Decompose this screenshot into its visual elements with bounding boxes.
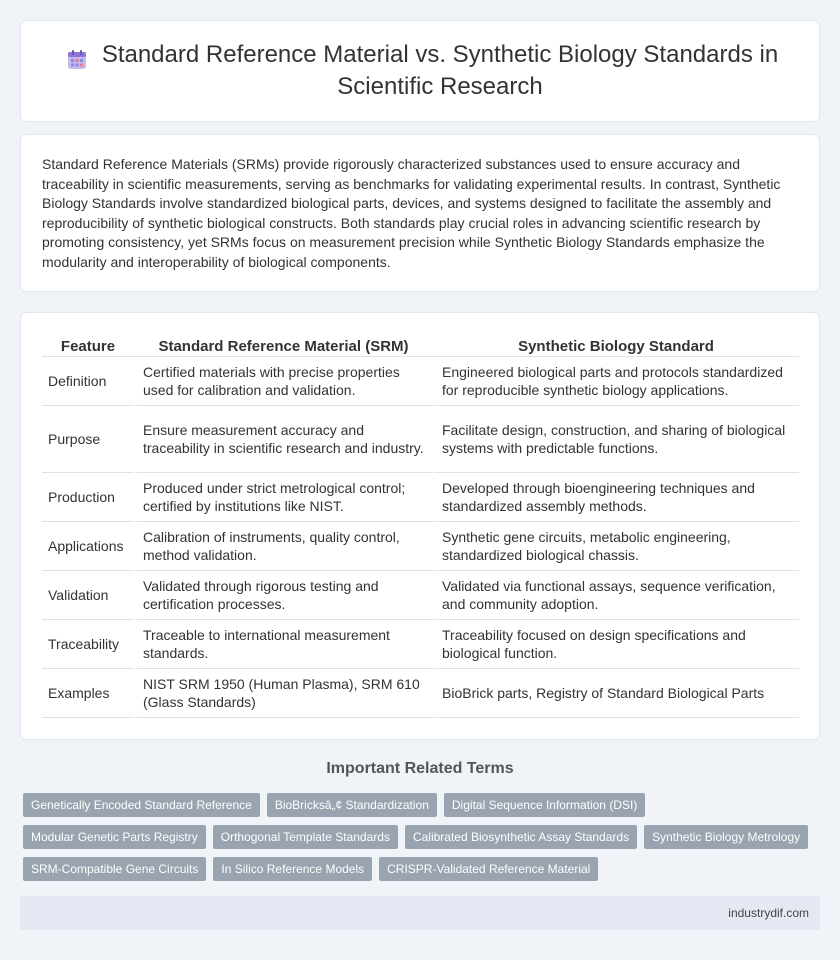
table-row	[42, 406, 799, 473]
intro-paragraph: Standard Reference Materials (SRMs) provide rigorously characterized substances used to ensure accuracy and traceability in scientific measurements, serving as benchmarks for validating experimental results. In contrast, Synthetic Biology Standards involve standardized biological parts, devices, and systems designed to facilitate the assembly and reproducibility of synthetic biological constructs. Both standards play crucial roles in advancing scientific research by promoting consistency, yet SRMs focus on measurement precision while Synthetic Biology Standards emphasize the modularity and interoperability of biological components.	[42, 156, 781, 270]
related-terms-title: Important Related Terms	[326, 760, 514, 777]
footer	[20, 896, 820, 930]
header-feature: Feature	[42, 333, 134, 357]
srm-cell: Produced under strict metrological control; certified by institutions like NIST.	[134, 473, 433, 522]
feature-cell: Production	[42, 473, 134, 522]
synbio-cell: Engineered biological parts and protocols standardized for reproducible synthetic biology applications.	[433, 357, 799, 406]
srm-cell: Traceable to international measurement standards.	[134, 620, 433, 669]
synbio-cell: Validated via functional assays, sequence verification, and community adoption.	[433, 571, 799, 620]
related-term-tag[interactable]: Genetically Encoded Standard Reference	[23, 793, 260, 817]
table-row	[42, 522, 799, 571]
intro-card	[20, 134, 820, 292]
header-srm: Standard Reference Material (SRM)	[134, 333, 433, 357]
footer-site[interactable]: industrydif.com	[728, 906, 809, 920]
related-term-tag[interactable]: Digital Sequence Information (DSI)	[444, 793, 645, 817]
srm-cell: NIST SRM 1950 (Human Plasma), SRM 610 (Glass Standards)	[134, 669, 433, 718]
related-term-tag[interactable]: In Silico Reference Models	[213, 857, 372, 881]
page-title: Standard Reference Material vs. Synthetic Biology Standards in Scientific Research	[101, 41, 779, 100]
synbio-cell: Facilitate design, construction, and sharing of biological systems with predictable functions.	[433, 406, 799, 473]
synbio-cell: Traceability focused on design specifications and biological function.	[433, 620, 799, 669]
related-term-tag[interactable]: Calibrated Biosynthetic Assay Standards	[405, 825, 637, 849]
table-row	[42, 357, 799, 406]
related-term-tag[interactable]: SRM-Compatible Gene Circuits	[23, 857, 206, 881]
related-terms-list	[23, 793, 823, 889]
synbio-cell: Developed through bioengineering techniques and standardized assembly methods.	[433, 473, 799, 522]
srm-cell: Ensure measurement accuracy and traceability in scientific research and industry.	[134, 406, 433, 473]
srm-cell: Calibration of instruments, quality control, method validation.	[134, 522, 433, 571]
synbio-cell: Synthetic gene circuits, metabolic engineering, standardized biological chassis.	[433, 522, 799, 571]
synbio-cell: BioBrick parts, Registry of Standard Biological Parts	[433, 669, 799, 718]
table-row	[42, 571, 799, 620]
related-term-tag[interactable]: Synthetic Biology Metrology	[644, 825, 808, 849]
table-row	[42, 669, 799, 718]
related-term-tag[interactable]: Modular Genetic Parts Registry	[23, 825, 206, 849]
feature-cell: Applications	[42, 522, 134, 571]
table-row	[42, 620, 799, 669]
feature-cell: Purpose	[42, 406, 134, 473]
feature-cell: Validation	[42, 571, 134, 620]
related-term-tag[interactable]: BioBricksâ„¢ Standardization	[267, 793, 437, 817]
feature-cell: Traceability	[42, 620, 134, 669]
srm-cell: Certified materials with precise properties used for calibration and validation.	[134, 357, 433, 406]
comparison-table	[42, 333, 799, 718]
title-card	[20, 20, 820, 122]
header-synbio: Synthetic Biology Standard	[433, 333, 799, 357]
feature-cell: Examples	[42, 669, 134, 718]
feature-cell: Definition	[42, 357, 134, 406]
table-header-row	[42, 333, 799, 357]
related-term-tag[interactable]: CRISPR-Validated Reference Material	[379, 857, 598, 881]
comparison-table-card	[20, 312, 820, 740]
table-row	[42, 473, 799, 522]
related-term-tag[interactable]: Orthogonal Template Standards	[213, 825, 398, 849]
srm-cell: Validated through rigorous testing and certification processes.	[134, 571, 433, 620]
